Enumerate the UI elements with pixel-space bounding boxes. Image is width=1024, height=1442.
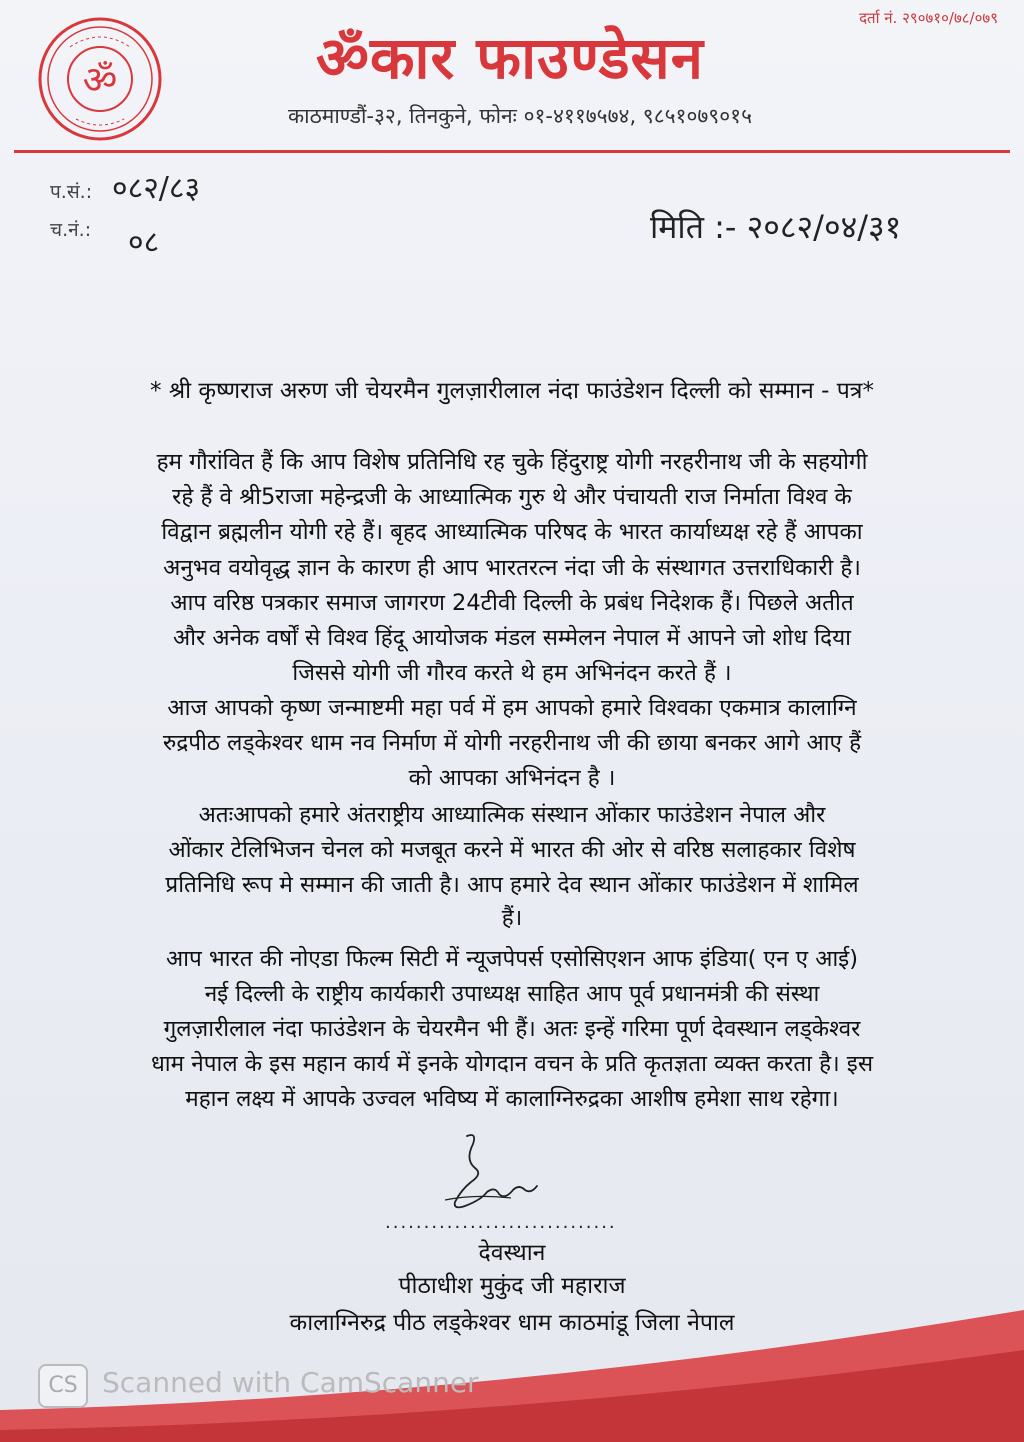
body-line: नई दिल्ली के राष्ट्रीय कार्यकारी उपाध्यक्ष साहित आप पूर्व प्रधानमंत्री की संस्था (204, 981, 820, 1007)
dispatch-label: च.नं.: (50, 219, 92, 241)
organization-address: काठमाण्डौं-३२, तिनकुने, फोनः ०१-४११७५७४, ९८५१०७९०१५ (288, 104, 752, 128)
scanner-watermark: Scanned with CamScanner (102, 1366, 479, 1399)
dispatch-value: ०८ (128, 225, 160, 260)
svg-text:ॐ: ॐ (82, 58, 118, 102)
registration-number: दर्ता नं. २९०७१०/७८/०७९ (859, 9, 998, 27)
reference-label: प.सं.: (50, 181, 93, 203)
body-line: हम गौरांवित हैं कि आप विशेष प्रतिनिधि रह चुके हिंदुराष्ट्र योगी नरहरीनाथ जी के सहयोगी (156, 449, 868, 475)
camscanner-logo: CS (38, 1364, 88, 1408)
foundation-seal-logo (36, 15, 164, 143)
body-line: प्रतिनिधि रूप मे सम्मान की जाती है। आप हमारे देव स्थान ओंकार फाउंडेशन में शामिल (165, 872, 859, 898)
body-line: जिससे योगी जी गौरव करते थे हम अभिनंदन करते हैं । (292, 660, 732, 686)
handwritten-signature (425, 1130, 545, 1225)
header-divider (14, 150, 1010, 153)
body-line: रहे हैं वे श्री5राजा महेन्द्रजी के आध्यात्मिक गुरु थे और पंचायती राज निर्माता विश्व के (172, 484, 852, 510)
body-line: आप भारत की नोएडा फिल्म सिटी में न्यूजपेपर्स एसोसिएशन आफ इंडिया( एन ए आई) (165, 946, 859, 972)
body-line: ओंकार टेलिभिजन चेनल को मजबूत करने में भारत की ओर से वरिष्ठ सलाहकार विशेष (168, 837, 856, 863)
body-line: और अनेक वर्षों से विश्व हिंदू आयोजक मंडल सम्मेलन नेपाल में आपने जो शोध दिया (173, 625, 851, 651)
body-line: आज आपको कृष्ण जन्माष्टमी महा पर्व में हम आपको हमारे विश्वका एकमात्र कालाग्नि (167, 695, 857, 721)
body-line: धाम नेपाल के इस महान कार्य में इनके योगदान वचन के प्रति कृतज्ञता व्यक्त करता है। इस (150, 1051, 874, 1077)
body-line: रुद्रपीठ लड्केश्वर धाम नव निर्माण में योगी नरहरीनाथ जी की छाया बनकर आगे आए हैं (162, 730, 862, 756)
body-line: अतःआपको हमारे अंतराष्ट्रीय आध्यात्मिक संस्थान ओंकार फाउंडेशन नेपाल और (198, 802, 826, 828)
body-line: गुलज़ारीलाल नंदा फाउंडेशन के चेयरमैन भी हैं। अतः इन्हें गरिमा पूर्ण देवस्थान लड्केश्वर (163, 1016, 861, 1042)
body-line: आप वरिष्ठ पत्रकार समाज जागरण 24टीवी दिल्ली के प्रबंध निदेशक हैं। पिछले अतीत (170, 590, 854, 616)
signatory-place: देवस्थान (478, 1240, 546, 1266)
body-line: विद्वान ब्रह्मलीन योगी रहे हैं। बृहद आध्यात्मिक परिषद के भारत कार्याध्यक्ष रहे हैं आपका (161, 519, 863, 545)
letter-date: मिति :- २०८२/०४/३१ (650, 208, 902, 246)
signatory-address: कालाग्निरुद्र पीठ लड्केश्वर धाम काठमांडू जिला नेपाल (289, 1310, 735, 1336)
signature-dotted-line: .............................. (385, 1212, 617, 1233)
organization-name: ॐकार फाउण्डेसन (316, 24, 704, 92)
body-line: अनुभव वयोवृद्ध ज्ञान के कारण ही आप भारतरत्न नंदा जी के संस्थागत उत्तराधिकारी है। (163, 555, 861, 581)
reference-value: ०८२/८३ (112, 171, 201, 206)
letter-subject: * श्री कृष्णराज अरुण जी चेयरमैन गुलज़ारीलाल नंदा फाउंडेशन दिल्ली को सम्मान - पत्र* (150, 378, 874, 404)
body-line: हैं। (501, 905, 523, 931)
signatory-name: पीठाधीश मुकुंद जी महाराज (398, 1273, 626, 1299)
body-line: को आपका अभिनंदन है । (408, 765, 616, 791)
footer-swoosh-decoration (0, 1280, 1024, 1442)
body-line: महान लक्ष्य में आपके उज्वल भविष्य में कालाग्निरुद्रका आशीष हमेशा साथ रहेगा। (185, 1086, 839, 1112)
